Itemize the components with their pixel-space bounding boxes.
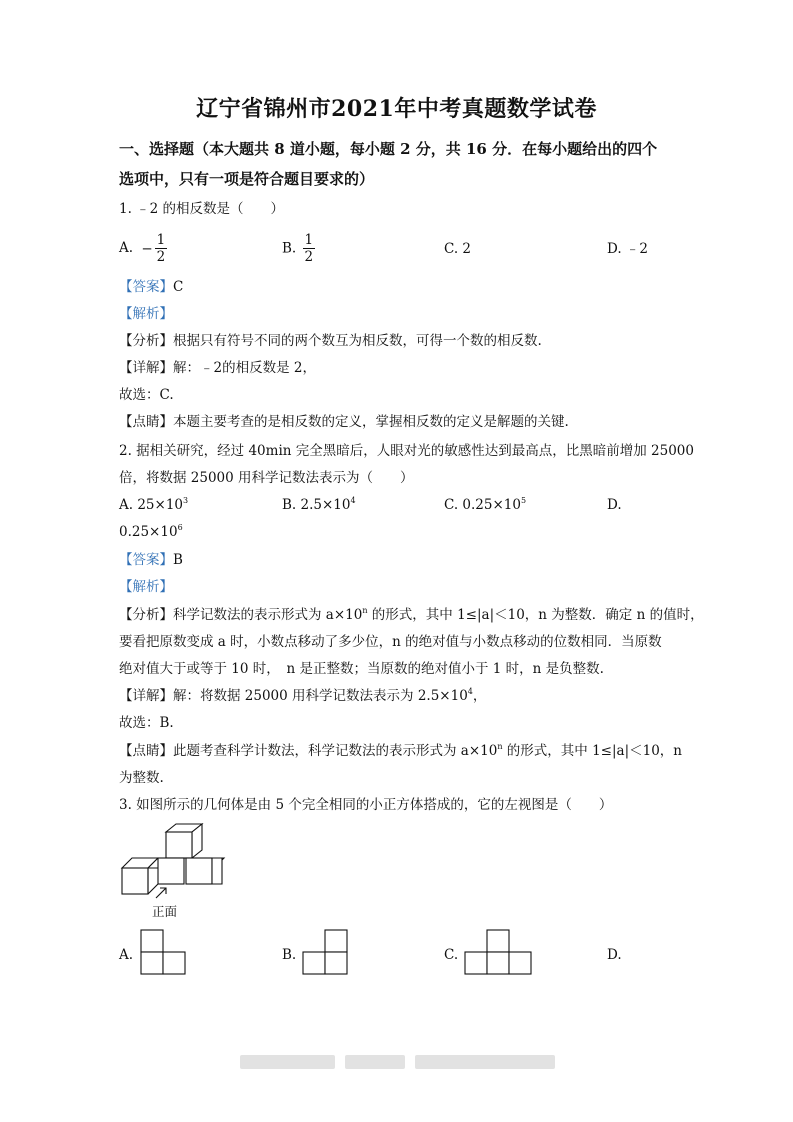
q3-option-b-label: B.: [282, 947, 297, 963]
q3-option-c-label: C.: [444, 947, 459, 963]
footer-watermark: [415, 1055, 555, 1069]
footer-watermark: [345, 1055, 405, 1069]
q1-option-c: C. 2: [444, 241, 472, 257]
q2-comment-line2: 为整数.: [119, 770, 164, 786]
detail-tag: 【详解】: [119, 360, 173, 376]
comment-text: 此题考查科学计数法，科学记数法的表示形式为 a×10: [173, 743, 498, 759]
section-heading-line2: 选项中，只有一项是符合题目要求的）: [119, 170, 375, 188]
q3-option-d-label: D.: [607, 947, 622, 963]
q2-option-b-exponent: 4: [350, 496, 356, 505]
q2-fenxi-line3: 绝对值大于或等于 10 时， n 是正整数；当原数的绝对值小于 1 时，n 是负整数.: [119, 661, 604, 677]
q2-stem-line2: 倍，将数据 25000 用科学记数法表示为（ ）: [119, 470, 414, 486]
fenxi-text: 科学记数法的表示形式为 a×10: [173, 607, 363, 623]
detail-tag: 【详解】: [119, 688, 173, 704]
front-view-label: 正面: [152, 904, 178, 919]
answer-value: C: [173, 279, 184, 295]
comment-text-cont: 的形式，其中 1≤|a|＜10，n: [502, 743, 683, 759]
q1-answer: [119, 278, 183, 296]
comment-exponent: n: [497, 742, 503, 751]
q1-option-a-sign: −: [141, 240, 153, 257]
fenxi-tag: 【分析】: [119, 607, 173, 623]
comment-tag: 【点睛】: [119, 414, 173, 430]
footer-watermark: [240, 1055, 335, 1069]
answer-value: B: [173, 552, 183, 568]
q2-option-b: [282, 496, 356, 514]
q1-choice: 故选：C.: [119, 387, 174, 403]
q1-option-a-fraction: [155, 232, 168, 265]
q3-option-b-shape: [302, 929, 350, 977]
q2-detail: [119, 687, 486, 705]
analysis-tag: 【解析】: [119, 579, 173, 595]
q1-option-b-label: B.: [282, 240, 297, 257]
q2-option-a: [119, 496, 188, 514]
q2-analysis-heading: [119, 578, 173, 596]
q1-option-b-fraction: [303, 232, 316, 265]
q1-fenxi: [119, 332, 542, 350]
comment-text: 本题主要考查的是相反数的定义，掌握相反数的定义是解题的关键.: [173, 414, 569, 430]
q2-option-c-exponent: 5: [520, 496, 527, 505]
q2-option-d-label: D.: [607, 497, 622, 513]
q2-option-c-text: C. 0.25×10: [444, 497, 521, 513]
fenxi-text-cont: 的形式，其中 1≤|a|＜10，n 为整数．确定 n 的值时，: [367, 607, 704, 623]
q2-option-d-value: [119, 523, 183, 541]
fenxi-exponent: n: [362, 606, 368, 615]
comment-tag: 【点睛】: [119, 743, 173, 759]
q3-option-a-shape: [140, 929, 188, 977]
q2-fenxi-line1: [119, 606, 704, 624]
q2-option-a-exponent: 3: [183, 496, 189, 505]
q2-option-a-text: A. 25×10: [119, 497, 183, 513]
fraction-numerator: 1: [156, 232, 166, 248]
fraction-numerator: 1: [304, 232, 314, 248]
fenxi-text: 根据只有符号不同的两个数互为相反数，可得一个数的相反数.: [173, 333, 542, 349]
q1-detail: [119, 359, 316, 377]
q1-option-a-label: A.: [119, 240, 134, 256]
answer-tag: 【答案】: [119, 552, 173, 568]
page-title: 辽宁省锦州市2021年中考真题数学试卷: [196, 96, 597, 122]
section-heading-line1: 一、选择题（本大题共 8 道小题，每小题 2 分，共 16 分．在每小题给出的四个: [119, 140, 658, 158]
q2-option-c: [444, 496, 526, 514]
q3-option-c-shape: [464, 929, 534, 977]
q2-stem-line1: 2. 据相关研究，经过 40min 完全黑暗后，人眼对光的敏感性达到最高点，比黑暗前增加 25000: [119, 443, 694, 459]
q2-answer: [119, 551, 183, 569]
q2-fenxi-line2: 要看把原数变成 a 时，小数点移动了多少位，n 的绝对值与小数点移动的位数相同．当原数: [119, 634, 662, 650]
q3-stem: 3. 如图所示的几何体是由 5 个完全相同的小正方体搭成的，它的左视图是（ ）: [119, 797, 613, 813]
fenxi-tag: 【分析】: [119, 333, 173, 349]
fraction-denominator: 2: [156, 249, 166, 265]
q2-choice: 故选：B.: [119, 715, 174, 731]
answer-tag: 【答案】: [119, 279, 173, 295]
detail-text: 解：﹣2的相反数是 2，: [173, 360, 316, 376]
q2-option-b-text: B. 2.5×10: [282, 497, 351, 513]
q2-option-d-exponent: 6: [177, 523, 183, 532]
detail-end: ，: [472, 688, 487, 704]
q1-option-d: D. ﹣2: [607, 241, 649, 257]
q2-option-d-text: 0.25×10: [119, 524, 178, 540]
q1-option-b: [282, 232, 315, 265]
q3-option-a-label: A.: [119, 947, 134, 963]
cube-solid-figure: [114, 822, 234, 900]
q1-option-a: [119, 232, 167, 265]
detail-exponent: 4: [467, 687, 473, 696]
analysis-tag: 【解析】: [119, 306, 173, 322]
fraction-denominator: 2: [304, 249, 314, 265]
q1-stem: 1. ﹣2 的相反数是（ ）: [119, 201, 285, 217]
q2-comment-line1: [119, 742, 682, 760]
detail-text: 解：将数据 25000 用科学记数法表示为 2.5×10: [173, 688, 468, 704]
q1-analysis-heading: [119, 305, 173, 323]
q1-comment: [119, 413, 569, 431]
